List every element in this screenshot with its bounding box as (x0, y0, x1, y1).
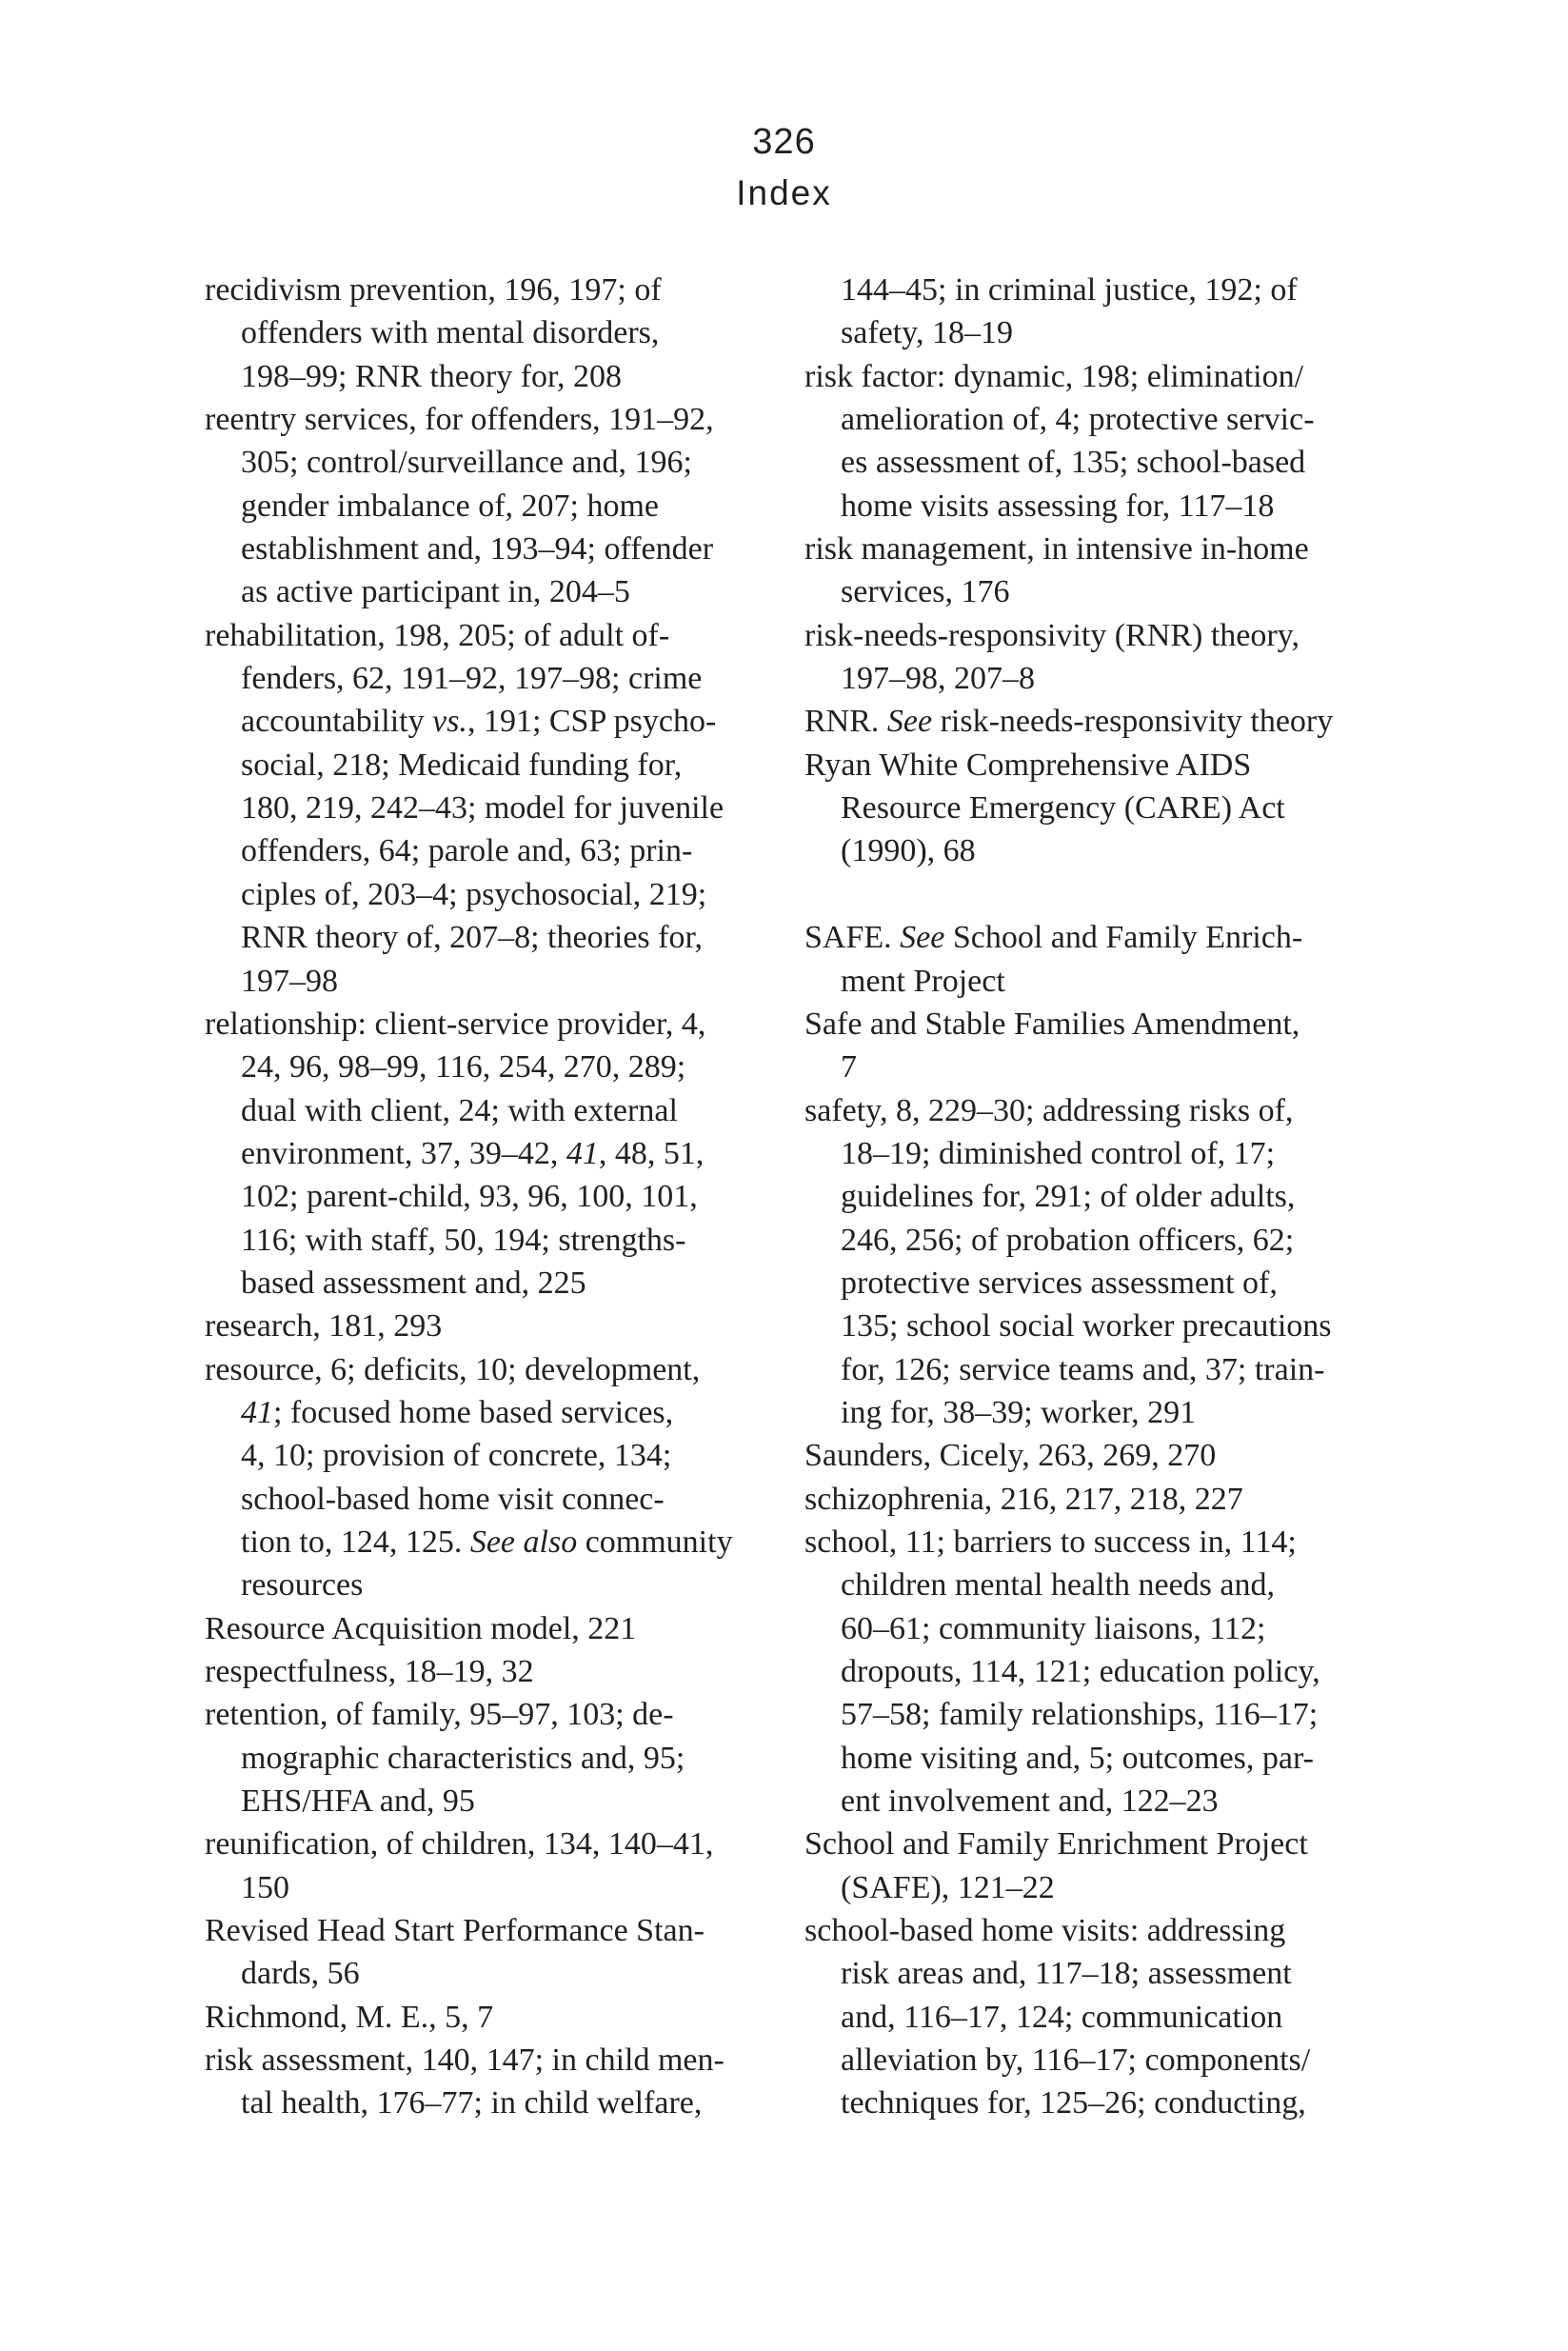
index-entry (205, 2039, 790, 2125)
index-text: research, 181, 293 (205, 1308, 443, 1345)
index-text: 198–99; RNR theory for, 208 (241, 358, 622, 394)
index-line (205, 1478, 790, 1521)
running-head-title: Index (736, 173, 832, 212)
index-line (205, 1737, 790, 1780)
index-line (804, 1132, 1414, 1175)
index-entry (205, 1305, 790, 1347)
index-line (205, 1003, 790, 1046)
index-entry (205, 614, 790, 1003)
index-text: dual with client, 24; with external (241, 1092, 678, 1128)
index-entry (804, 528, 1414, 614)
index-entry (804, 1909, 1414, 2125)
index-text: Resource Acquisition model, 221 (205, 1610, 637, 1646)
index-line (804, 528, 1414, 570)
index-line (205, 1823, 790, 1865)
index-line (205, 1952, 790, 1995)
index-text: safety, 18–19 (841, 315, 1013, 351)
index-line (205, 787, 790, 829)
index-entry (205, 1823, 790, 1909)
index-text: risk assessment, 140, 147; in child men- (205, 2042, 724, 2079)
index-line (205, 570, 790, 613)
index-line (205, 1305, 790, 1347)
index-line (205, 1089, 790, 1132)
index-line (205, 355, 790, 398)
index-text: based assessment and, 225 (241, 1265, 586, 1301)
index-line (205, 398, 790, 441)
index-entry (804, 269, 1414, 355)
index-text: community (577, 1524, 733, 1560)
index-line (804, 1952, 1414, 1995)
index-text: reunification, of children, 134, 140–41, (205, 1826, 714, 1863)
index-text: social, 218; Medicaid funding for, (241, 747, 683, 783)
index-text: school-based home visits: addressing (804, 1913, 1286, 1949)
index-entry (205, 1003, 790, 1305)
index-line (205, 1219, 790, 1262)
index-text: (1990), 68 (841, 833, 976, 869)
index-text: dards, 56 (241, 1956, 360, 1992)
index-line (804, 1046, 1414, 1088)
index-text: 135; school social worker precautions (841, 1308, 1332, 1345)
index-text: School and Family Enrichment Project (804, 1826, 1308, 1863)
index-line (205, 1650, 790, 1693)
index-line (804, 311, 1414, 354)
index-line (804, 1434, 1414, 1477)
index-column-right (804, 269, 1414, 2125)
index-line (804, 1348, 1414, 1391)
index-line (804, 269, 1414, 311)
index-text: schizophrenia, 216, 217, 218, 227 (804, 1481, 1243, 1517)
index-line (205, 1262, 790, 1305)
index-line (205, 2039, 790, 2082)
index-entry (804, 614, 1414, 701)
index-line (804, 398, 1414, 441)
index-text: 18–19; diminished control of, 17; (841, 1135, 1276, 1171)
index-line (804, 657, 1414, 700)
index-text: risk management, in intensive in-home (804, 531, 1309, 568)
index-text: 150 (241, 1869, 289, 1905)
index-text: services, 176 (841, 574, 1010, 610)
index-line (804, 1607, 1414, 1650)
index-text: resource, 6; deficits, 10; development, (205, 1351, 701, 1387)
index-text: 116; with staff, 50, 194; strengths- (241, 1222, 686, 1258)
index-text: 246, 256; of probation officers, 62; (841, 1222, 1295, 1258)
index-line (205, 1175, 790, 1218)
index-text: for, 126; service teams and, 37; train- (841, 1351, 1325, 1387)
index-text: ent involvement and, 122–23 (841, 1783, 1219, 1820)
index-line (804, 2082, 1414, 2124)
index-text: Ryan White Comprehensive AIDS (804, 747, 1252, 783)
index-entry (804, 355, 1414, 528)
index-text: fenders, 62, 191–92, 197–98; crime (241, 661, 703, 697)
index-text: safety, 8, 229–30; addressing risks of, (804, 1092, 1294, 1128)
index-line (205, 2082, 790, 2124)
index-line (804, 1219, 1414, 1262)
index-text: , 48, 51, (598, 1135, 705, 1171)
index-line (205, 311, 790, 354)
index-line (205, 1780, 790, 1823)
index-entry (205, 1909, 790, 1996)
index-text-italic: vs. (432, 704, 467, 740)
index-text: ; focused home based services, (273, 1394, 674, 1430)
index-text: 24, 96, 98–99, 116, 254, 270, 289; (241, 1049, 686, 1086)
index-text: 102; parent-child, 93, 96, 100, 101, (241, 1179, 698, 1215)
index-text: 7 (841, 1049, 857, 1086)
index-line (804, 614, 1414, 657)
index-line (205, 269, 790, 311)
index-entry (804, 916, 1414, 1003)
index-text: Saunders, Cicely, 263, 269, 270 (804, 1438, 1217, 1474)
index-line (804, 1564, 1414, 1606)
index-text: 60–61; community liaisons, 112; (841, 1610, 1266, 1646)
index-line (804, 1305, 1414, 1347)
index-entry (804, 1478, 1414, 1521)
index-line (205, 657, 790, 700)
index-text: protective services assessment of, (841, 1265, 1278, 1301)
index-line (804, 1262, 1414, 1305)
index-line (804, 700, 1414, 743)
index-text: environment, 37, 39–42, (241, 1135, 566, 1171)
index-line (804, 916, 1414, 959)
index-text: ing for, 38–39; worker, 291 (841, 1394, 1197, 1430)
index-text: techniques for, 125–26; conducting, (841, 2085, 1306, 2122)
index-text: ment Project (841, 963, 1005, 999)
index-text: Revised Head Start Performance Stan- (205, 1913, 705, 1949)
index-entry (804, 1521, 1414, 1823)
index-line (804, 1780, 1414, 1823)
index-text-italic: 41 (566, 1135, 599, 1171)
index-entry (804, 1823, 1414, 1909)
index-text-italic: See (886, 704, 933, 740)
index-line (205, 614, 790, 657)
index-text: school, 11; barriers to success in, 114; (804, 1524, 1297, 1560)
index-text: amelioration of, 4; protective servic- (841, 402, 1315, 438)
index-line (804, 441, 1414, 484)
index-line (205, 1046, 790, 1088)
index-line (804, 1996, 1414, 2039)
index-text: school-based home visit connec- (241, 1481, 665, 1517)
index-line (205, 960, 790, 1003)
index-line (804, 960, 1414, 1003)
index-text: recidivism prevention, 196, 197; of (205, 272, 662, 308)
index-text: 180, 219, 242–43; model for juvenile (241, 790, 724, 827)
index-line (804, 1003, 1414, 1046)
index-line (804, 1737, 1414, 1780)
index-line (205, 1909, 790, 1952)
page-number: 326 (752, 122, 816, 162)
index-text: as active participant in, 204–5 (241, 574, 630, 610)
index-text: guidelines for, 291; of older adults, (841, 1179, 1296, 1215)
index-text: School and Family Enrich- (944, 920, 1303, 956)
index-text: RNR theory of, 207–8; theories for, (241, 920, 703, 956)
index-entry (804, 1089, 1414, 1435)
index-line (205, 744, 790, 787)
index-entry (205, 1693, 790, 1823)
index-text: SAFE. (804, 920, 901, 956)
index-text: alleviation by, 116–17; components/ (841, 2042, 1311, 2079)
index-text: relationship: client-service provider, 4, (205, 1006, 706, 1042)
index-line (804, 744, 1414, 787)
index-text: risk areas and, 117–18; assessment (841, 1956, 1292, 1992)
index-line (205, 1391, 790, 1434)
index-line (804, 2039, 1414, 2082)
index-line (205, 1996, 790, 2039)
index-text: respectfulness, 18–19, 32 (205, 1654, 534, 1689)
index-line (205, 1132, 790, 1175)
index-line (804, 1866, 1414, 1909)
index-line (804, 485, 1414, 528)
index-line (205, 1521, 790, 1564)
index-line (804, 829, 1414, 872)
index-line (205, 1607, 790, 1650)
index-line (205, 485, 790, 528)
index-text: retention, of family, 95–97, 103; de- (205, 1697, 674, 1733)
index-line (205, 1693, 790, 1736)
section-gap (804, 873, 1414, 916)
index-text: 197–98 (241, 963, 338, 999)
index-text: ciples of, 203–4; psychosocial, 219; (241, 876, 707, 912)
index-line (205, 1434, 790, 1477)
index-line (205, 916, 790, 959)
index-line (804, 1175, 1414, 1218)
index-text: offenders with mental disorders, (241, 315, 660, 351)
index-text: risk-needs-responsivity (RNR) theory, (804, 617, 1300, 653)
index-text: Safe and Stable Families Amendment, (804, 1006, 1300, 1042)
index-text: 4, 10; provision of concrete, 134; (241, 1438, 672, 1474)
index-text: 57–58; family relationships, 116–17; (841, 1697, 1319, 1733)
index-text: mographic characteristics and, 95; (241, 1740, 685, 1776)
index-text: resources (241, 1567, 364, 1604)
index-entry (205, 1607, 790, 1650)
index-text: Resource Emergency (CARE) Act (841, 790, 1285, 827)
index-text: and, 116–17, 124; communication (841, 1999, 1283, 2035)
index-text: offenders, 64; parole and, 63; prin- (241, 833, 693, 869)
index-line (205, 873, 790, 916)
index-text: rehabilitation, 198, 205; of adult of- (205, 617, 670, 653)
index-line (205, 1348, 790, 1391)
index-text: home visits assessing for, 117–18 (841, 488, 1275, 524)
index-line (205, 1866, 790, 1909)
index-entry (205, 269, 790, 398)
index-line (804, 570, 1414, 613)
index-text: (SAFE), 121–22 (841, 1869, 1055, 1905)
index-text: RNR. (804, 704, 887, 740)
index-entry (205, 1650, 790, 1693)
index-entry (804, 1434, 1414, 1477)
index-line (205, 1564, 790, 1606)
index-text: 305; control/surveillance and, 196; (241, 445, 692, 481)
index-entry (205, 1996, 790, 2039)
index-text-italic: See (900, 920, 945, 956)
index-text-italic: See also (469, 1524, 578, 1560)
index-text: Richmond, M. E., 5, 7 (205, 1999, 494, 2035)
index-line (804, 1693, 1414, 1736)
index-text: 197–98, 207–8 (841, 661, 1035, 697)
index-text: risk-needs-responsivity theory (932, 704, 1334, 740)
index-line (804, 1650, 1414, 1693)
index-line (804, 1089, 1414, 1132)
index-entry (804, 1003, 1414, 1089)
index-line (205, 441, 790, 484)
index-entry (205, 398, 790, 614)
index-text: reentry services, for offenders, 191–92, (205, 402, 714, 438)
index-text: risk factor: dynamic, 198; elimination/ (804, 358, 1304, 394)
index-line (804, 1823, 1414, 1865)
index-text: establishment and, 193–94; offender (241, 531, 714, 568)
index-entry (205, 1348, 790, 1607)
index-text: EHS/HFA and, 95 (241, 1783, 475, 1820)
index-text: accountability (241, 704, 433, 740)
index-line (804, 1521, 1414, 1564)
index-line (804, 787, 1414, 829)
index-text: tion to, 124, 125. (241, 1524, 470, 1560)
index-text: 144–45; in criminal justice, 192; of (841, 272, 1298, 308)
index-line (205, 829, 790, 872)
index-text: home visiting and, 5; outcomes, par- (841, 1740, 1314, 1776)
index-line (804, 355, 1414, 398)
index-line (804, 1391, 1414, 1434)
index-entry (804, 700, 1414, 743)
index-text: gender imbalance of, 207; home (241, 488, 660, 524)
index-text: dropouts, 114, 121; education policy, (841, 1654, 1320, 1689)
index-line (205, 700, 790, 743)
index-line (804, 1478, 1414, 1521)
index-line (205, 528, 790, 570)
index-line (804, 1909, 1414, 1952)
index-text: children mental health needs and, (841, 1567, 1275, 1604)
index-text: tal health, 176–77; in child welfare, (241, 2085, 703, 2122)
index-text: , 191; CSP psycho- (466, 704, 717, 740)
index-entry (804, 744, 1414, 873)
index-text-italic: 41 (241, 1394, 273, 1430)
index-column-left (205, 269, 790, 2125)
index-text: es assessment of, 135; school-based (841, 445, 1306, 481)
